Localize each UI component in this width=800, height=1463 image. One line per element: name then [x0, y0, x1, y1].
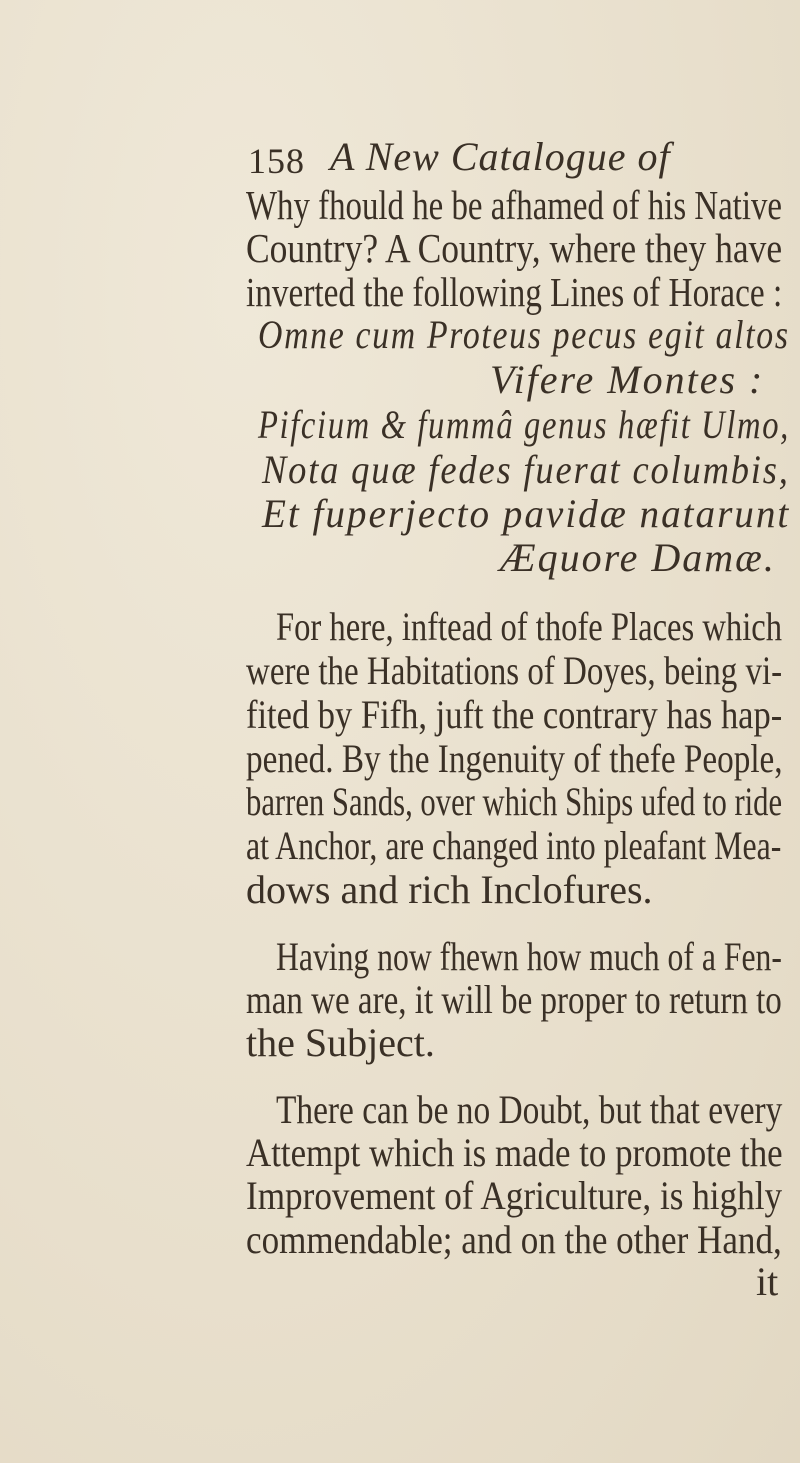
catchword: it — [756, 1259, 779, 1304]
text-line: For here, inftead of thofe Places which — [276, 604, 783, 649]
text-line: Having now fhewn how much of a Fen- — [276, 934, 782, 979]
text-line: at Anchor, are changed into pleafant Mea- — [246, 823, 782, 868]
text-line: Attempt which is made to promote the — [246, 1130, 783, 1175]
verse-line: Vifere Montes : — [490, 357, 765, 402]
text-line: fited by Fifh, juft the contrary has hap- — [246, 692, 783, 737]
page-number: 158 — [248, 141, 305, 181]
text-line: commendable; and on the other Hand, — [246, 1217, 782, 1262]
text-line: pened. By the Ingenuity of thefe People, — [246, 736, 783, 781]
verse-line: Æquore Damæ. — [500, 535, 776, 580]
text-line: the Subject. — [246, 1020, 435, 1065]
text-line: were the Habitations of Doyes, being vi- — [246, 648, 783, 693]
text-line: dows and rich Inclofures. — [246, 867, 653, 912]
text-line: Why fhould he be afhamed of his Native — [246, 182, 782, 228]
text-line: There can be no Doubt, but that every — [276, 1087, 783, 1132]
running-title: A New Catalogue of — [330, 134, 671, 179]
verse-line: Pifcium & fummâ genus hæfit Ulmo, — [258, 402, 790, 447]
verse-line: Nota quæ fedes fuerat columbis, — [262, 447, 790, 492]
text-line: Improvement of Agriculture, is highly — [246, 1173, 783, 1218]
verse-line: Et fuperjecto pavidæ natarunt — [262, 491, 791, 536]
text-line: Country? A Country, where they have — [246, 225, 783, 271]
text-line: barren Sands, over which Ships ufed to ride — [246, 779, 783, 824]
verse-line: Omne cum Proteus pecus egit altos — [258, 312, 790, 357]
text-line: inverted the following Lines of Horace : — [246, 269, 783, 315]
text-line: man we are, it will be proper to return to — [246, 977, 782, 1022]
